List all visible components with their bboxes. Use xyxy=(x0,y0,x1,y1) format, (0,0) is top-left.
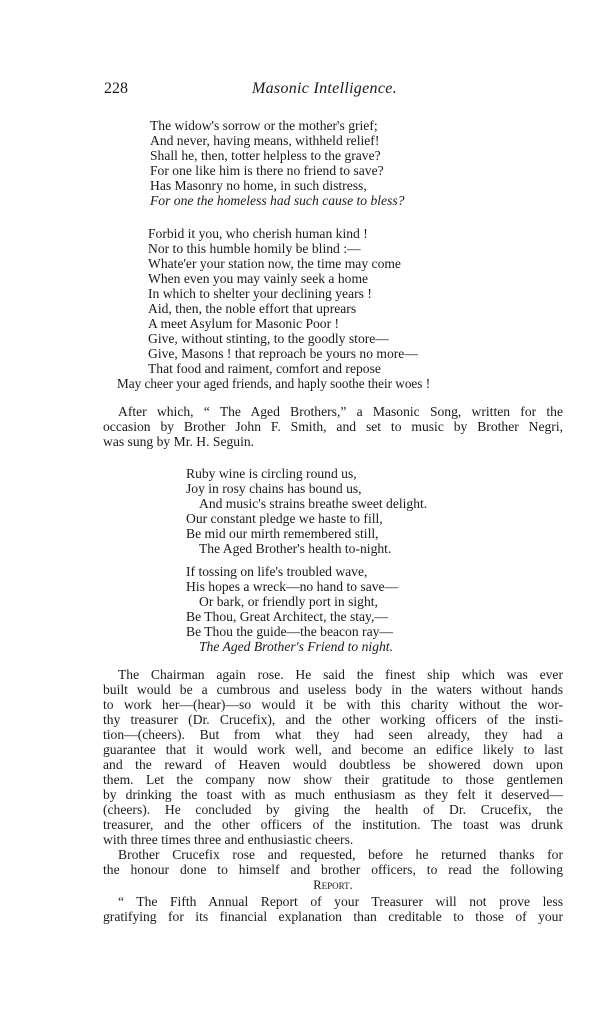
song-line: Our constant pledge we haste to fill, xyxy=(186,511,383,526)
poem-line: Nor to this humble homily be blind :— xyxy=(148,241,361,256)
paragraph-line: After which, “ The Aged Brothers,” a Masonic Song, written for the xyxy=(118,404,563,419)
report-heading: Report. xyxy=(313,878,353,892)
poem-line: Has Masonry no home, in such distress, xyxy=(150,178,367,193)
poem-line: May cheer your aged friends, and haply soothe their woes ! xyxy=(117,376,431,391)
paragraph-line: The Chairman again rose. He said the finest ship which was ever xyxy=(118,667,563,682)
song-line: Or bark, or friendly port in sight, xyxy=(199,594,378,609)
paragraph-line: tion—(cheers). But from what they had seen already, they had a xyxy=(103,727,563,742)
paragraph-line: occasion by Brother John F. Smith, and set to music by Brother Negri, xyxy=(103,419,563,434)
song-line: His hopes a wreck—no hand to save— xyxy=(186,579,399,594)
paragraph-line: thy treasurer (Dr. Crucefix), and the other working officers of the insti- xyxy=(103,712,563,727)
paragraph-line: “ The Fifth Annual Report of your Treasurer will not prove less xyxy=(118,894,563,909)
poem-line: A meet Asylum for Masonic Poor ! xyxy=(148,316,340,331)
paragraph-line: treasurer, and the other officers of the institution. The toast was drunk xyxy=(103,817,563,832)
page-number: 228 xyxy=(104,80,128,97)
song-line: Joy in rosy chains has bound us, xyxy=(186,481,362,496)
poem-line: Shall he, then, totter helpless to the grave? xyxy=(150,148,381,163)
song-line: The Aged Brother's health to-night. xyxy=(199,541,392,556)
poem-line: When even you may vainly seek a home xyxy=(148,271,369,286)
poem-line: That food and raiment, comfort and repose xyxy=(148,361,381,376)
page-header xyxy=(0,80,589,102)
song-line: Be Thou, Great Architect, the stay,— xyxy=(186,609,388,624)
song-line: Ruby wine is circling round us, xyxy=(186,466,357,481)
paragraph-line: with three times three and enthusiastic cheers. xyxy=(103,832,354,847)
poem-line: In which to shelter your declining years ! xyxy=(148,286,372,301)
song-line: Be mid our mirth remembered still, xyxy=(186,526,379,541)
poem-line: Aid, then, the noble effort that uprears xyxy=(148,301,357,316)
paragraph-line: was sung by Mr. H. Seguin. xyxy=(103,434,255,449)
poem-line: For one the homeless had such cause to bless? xyxy=(150,193,405,208)
poem-line: Forbid it you, who cherish human kind ! xyxy=(148,226,368,241)
running-title: Masonic Intelligence. xyxy=(252,80,397,97)
poem-line: For one like him is there no friend to save? xyxy=(150,163,384,178)
paragraph-line: Brother Crucefix rose and requested, before he returned thanks for xyxy=(118,847,563,862)
paragraph-line: gratifying for its financial explanation than creditable to those of your xyxy=(103,909,563,924)
paragraph-line: the honour done to himself and brother officers, to read the following xyxy=(103,862,563,877)
poem-line: Give, without stinting, to the goodly store— xyxy=(148,331,389,346)
paragraph-line: them. Let the company now show their gratitude to those gentlemen xyxy=(103,772,563,787)
song-line: The Aged Brother's Friend to night. xyxy=(199,639,393,654)
song-line: Be Thou the guide—the beacon ray— xyxy=(186,624,393,639)
paragraph-line: by drinking the toast with as much enthusiasm as they felt it deserved— xyxy=(103,787,563,802)
song-line: And music's strains breathe sweet delight. xyxy=(199,496,428,511)
paragraph-line: and the reward of Heaven would doubtless be showered down upon xyxy=(103,757,563,772)
poem-line: The widow's sorrow or the mother's grief; xyxy=(150,118,378,133)
poem-line: Whate'er your station now, the time may come xyxy=(148,256,401,271)
paragraph-line: to work her—(hear)—so would it be with this charity without the wor- xyxy=(103,697,563,712)
paragraph-line: guarantee that it would work well, and become an edifice likely to last xyxy=(103,742,563,757)
poem-line: And never, having means, withheld relief! xyxy=(150,133,380,148)
poem-line: Give, Masons ! that reproach be yours no more— xyxy=(148,346,418,361)
paragraph-line: built would be a cumbrous and useless body in the waters without hands xyxy=(103,682,563,697)
paragraph-line: (cheers). He concluded by giving the health of Dr. Crucefix, the xyxy=(103,802,563,817)
song-line: If tossing on life's troubled wave, xyxy=(186,564,368,579)
